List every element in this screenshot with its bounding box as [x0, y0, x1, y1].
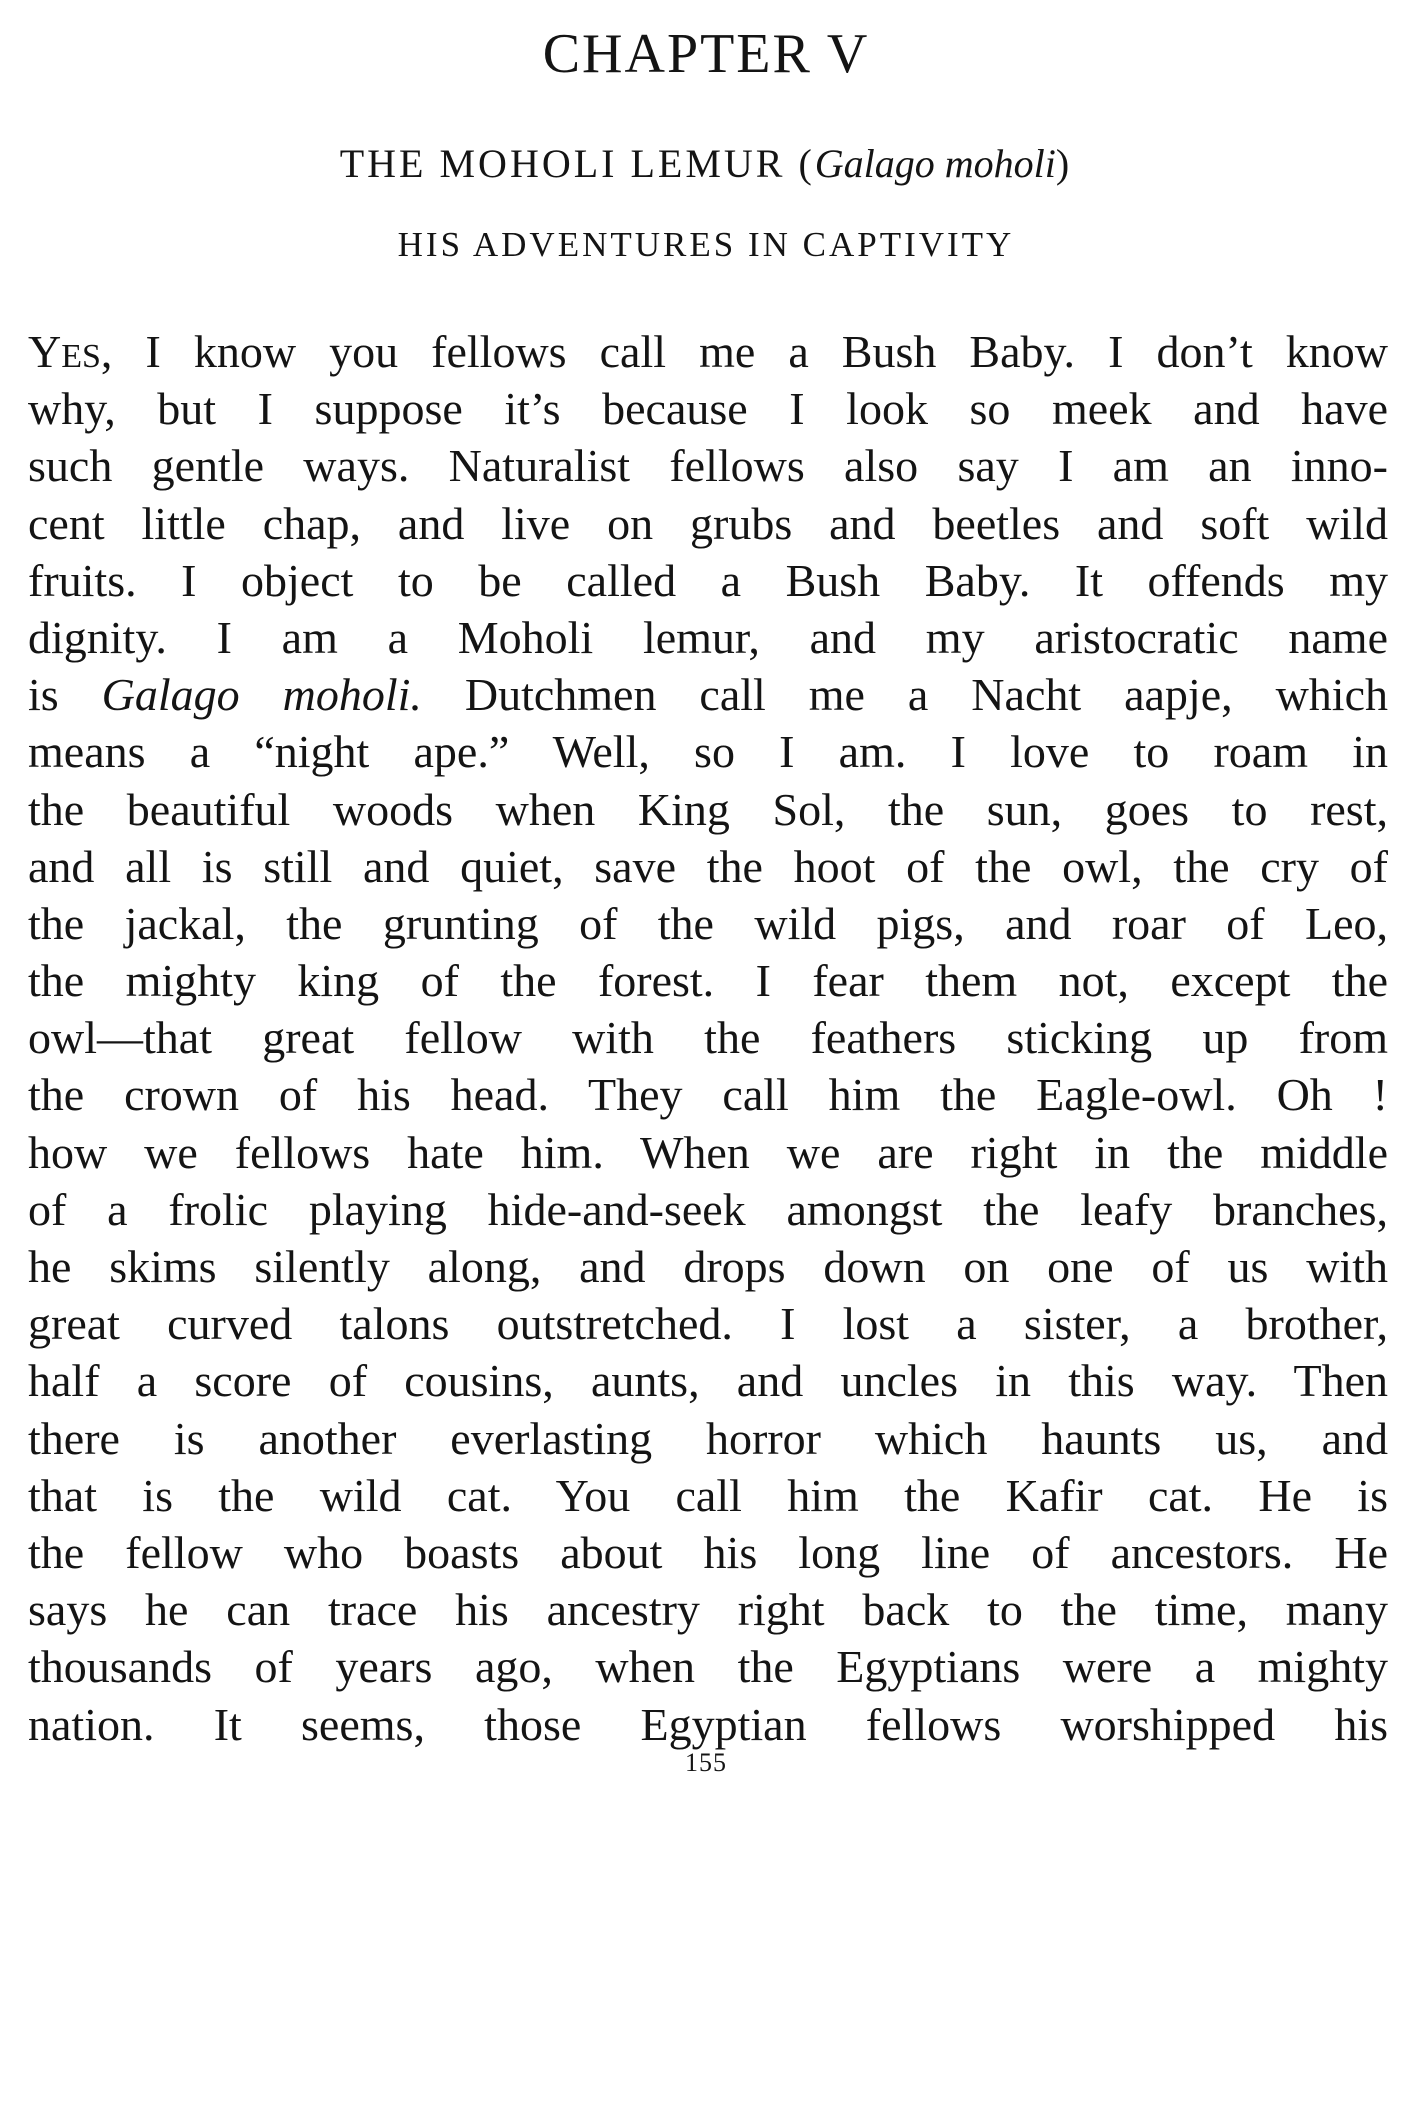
text-line: the beautiful woods when King Sol, the sun, goes to rest,: [28, 783, 1388, 835]
chapter-title: [0, 140, 1412, 187]
text-line: there is another everlasting horror which haunts us, and: [28, 1412, 1388, 1464]
text-line: such gentle ways. Naturalist fellows also say I am an inno-: [28, 440, 1388, 492]
text-line: why, but I suppose it’s because I look so meek and have: [28, 383, 1388, 435]
drop-initial: Y: [28, 326, 62, 377]
line-text: is: [28, 669, 102, 721]
text-line: the fellow who boasts about his long line of ancestors. He: [28, 1526, 1388, 1578]
text-line: half a score of cousins, aunts, and uncles in this way. Then: [28, 1355, 1388, 1407]
text-line: fruits. I object to be called a Bush Baby. It offends my: [28, 554, 1388, 606]
text-line: [28, 323, 1388, 380]
line-text: Dutchmen call me a Nacht aapje, which: [421, 669, 1388, 721]
text-line: and all is still and quiet, save the hoot of the owl, the cry of: [28, 840, 1388, 892]
chapter-heading: CHAPTER V: [542, 23, 870, 85]
text-line: he skims silently along, and drops down on one of us with: [28, 1241, 1388, 1292]
text-line: the crown of his head. They call him the Eagle-owl. Oh !: [28, 1069, 1388, 1121]
text-line: cent little chap, and live on grubs and beetles and soft wild: [28, 497, 1388, 549]
chapter-title-main: THE MOHOLI LEMUR: [339, 141, 786, 186]
text-line: great curved talons outstretched. I lost a sister, a brother,: [28, 1298, 1388, 1350]
line-text: , I know you fellows call me a Bush Baby. I don’t know: [100, 326, 1388, 377]
page-number: 155: [685, 1748, 727, 1777]
text-line: means a “night ape.” Well, so I am. I love to roam in: [28, 726, 1388, 778]
text-line: thousands of years ago, when the Egyptians were a mighty: [28, 1641, 1388, 1693]
latin-name-italic: Galago moholi.: [101, 669, 422, 721]
text-line: of a frolic playing hide-and-seek amongst the leafy branches,: [28, 1183, 1388, 1235]
text-line: the jackal, the grunting of the wild pigs, and roar of Leo,: [28, 897, 1388, 949]
body-text: [28, 323, 1388, 1753]
text-line: says he can trace his ancestry right back to the time, many: [28, 1584, 1388, 1636]
chapter-title-latin-name: Galago moholi: [814, 141, 1056, 186]
small-caps-text: ES: [61, 338, 101, 375]
chapter-title-close-paren: ): [1055, 141, 1073, 186]
chapter-subtitle: HIS ADVENTURES IN CAPTIVITY: [397, 225, 1015, 264]
text-line: [28, 666, 1388, 723]
text-line: the mighty king of the forest. I fear them not, except the: [28, 955, 1388, 1007]
text-line: dignity. I am a Moholi lemur, and my aristocratic name: [28, 611, 1388, 663]
text-line: owl—that great fellow with the feathers sticking up from: [28, 1012, 1388, 1064]
chapter-title-open-paren: (: [785, 141, 815, 186]
text-line: that is the wild cat. You call him the Kafir cat. He is: [28, 1469, 1388, 1521]
text-line: nation. It seems, those Egyptian fellows worshipped his: [28, 1698, 1388, 1750]
text-line: how we fellows hate him. When we are right in the middle: [28, 1126, 1388, 1178]
